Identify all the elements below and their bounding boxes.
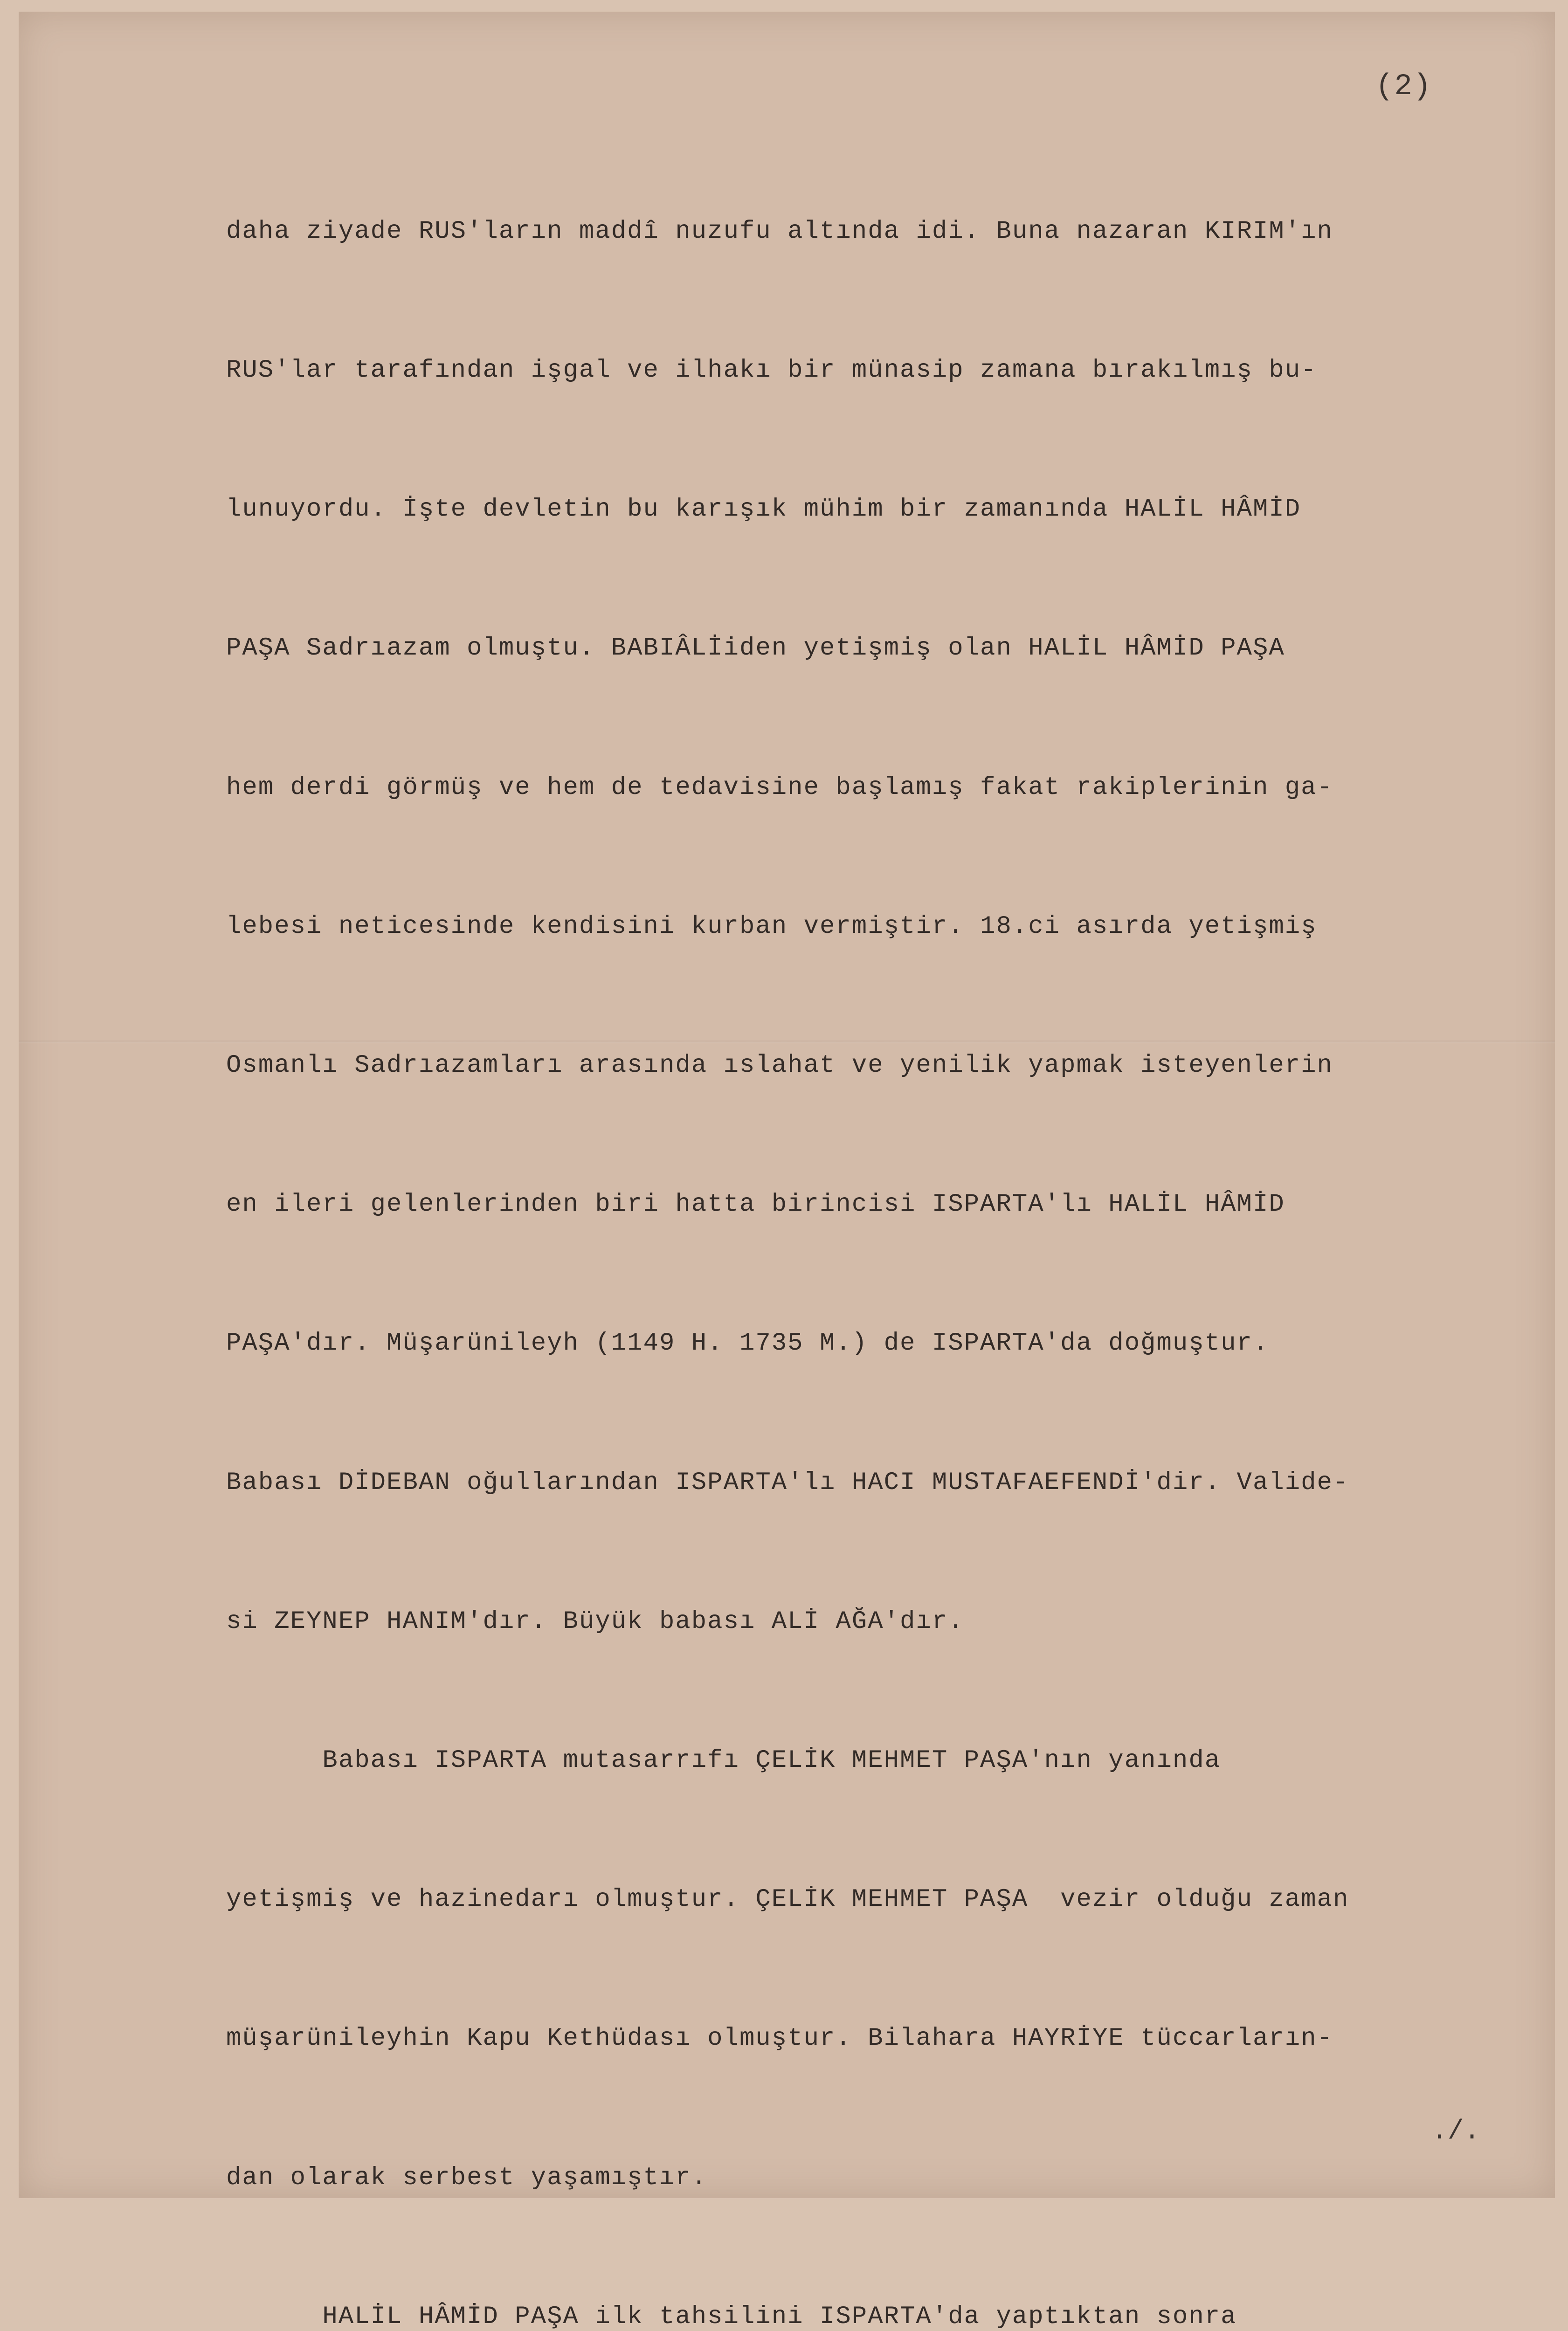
text-line: hem derdi görmüş ve hem de tedavisine başlamış fakat rakiplerinin ga- (226, 773, 1333, 802)
text-line: si ZEYNEP HANIM'dır. Büyük babası ALİ AĞA'dır. (226, 1607, 964, 1636)
text-line: Babası ISPARTA mutasarrıfı ÇELİK MEHMET PAŞA'nın yanında (226, 1746, 1221, 1775)
continuation-mark: ./. (1431, 2117, 1480, 2147)
text-line: en ileri gelenlerinden biri hatta birincisi ISPARTA'lı HALİL HÂMİD (226, 1190, 1285, 1219)
text-line: daha ziyade RUS'ların maddî nuzufu altında idi. Buna nazaran KIRIM'ın (226, 217, 1333, 246)
text-line: dan olarak serbest yaşamıştır. (226, 2163, 708, 2192)
text-line: RUS'lar tarafından işgal ve ilhakı bir münasip zamana bırakılmış bu- (226, 356, 1317, 385)
text-line: müşarünileyhin Kapu Kethüdası olmuştur. Bilahara HAYRİYE tüccarların- (226, 2024, 1333, 2053)
typewritten-body (226, 116, 1550, 2331)
text-line: Babası DİDEBAN oğullarından ISPARTA'lı HACI MUSTAFAEFENDİ'dir. Valide- (226, 1468, 1349, 1497)
text-line: HALİL HÂMİD PAŞA ilk tahsilini ISPARTA'da yaptıktan sonra (226, 2302, 1237, 2331)
text-line: PAŞA'dır. Müşarünileyh (1149 H. 1735 M.) de ISPARTA'da doğmuştur. (226, 1329, 1269, 1358)
text-line: yetişmiş ve hazinedarı olmuştur. ÇELİK MEHMET PAŞA vezir olduğu zaman (226, 1885, 1349, 1914)
page-number: (2) (1375, 70, 1432, 103)
text-line: lebesi neticesinde kendisini kurban vermiştir. 18.ci asırda yetişmiş (226, 912, 1317, 941)
text-line: Osmanlı Sadrıazamları arasında ıslahat ve yenilik yapmak isteyenlerin (226, 1051, 1333, 1080)
text-line: PAŞA Sadrıazam olmuştu. BABIÂLİiden yetişmiş olan HALİL HÂMİD PAŞA (226, 634, 1285, 663)
text-line: lunuyordu. İşte devletin bu karışık mühim bir zamanında HALİL HÂMİD (226, 495, 1301, 524)
